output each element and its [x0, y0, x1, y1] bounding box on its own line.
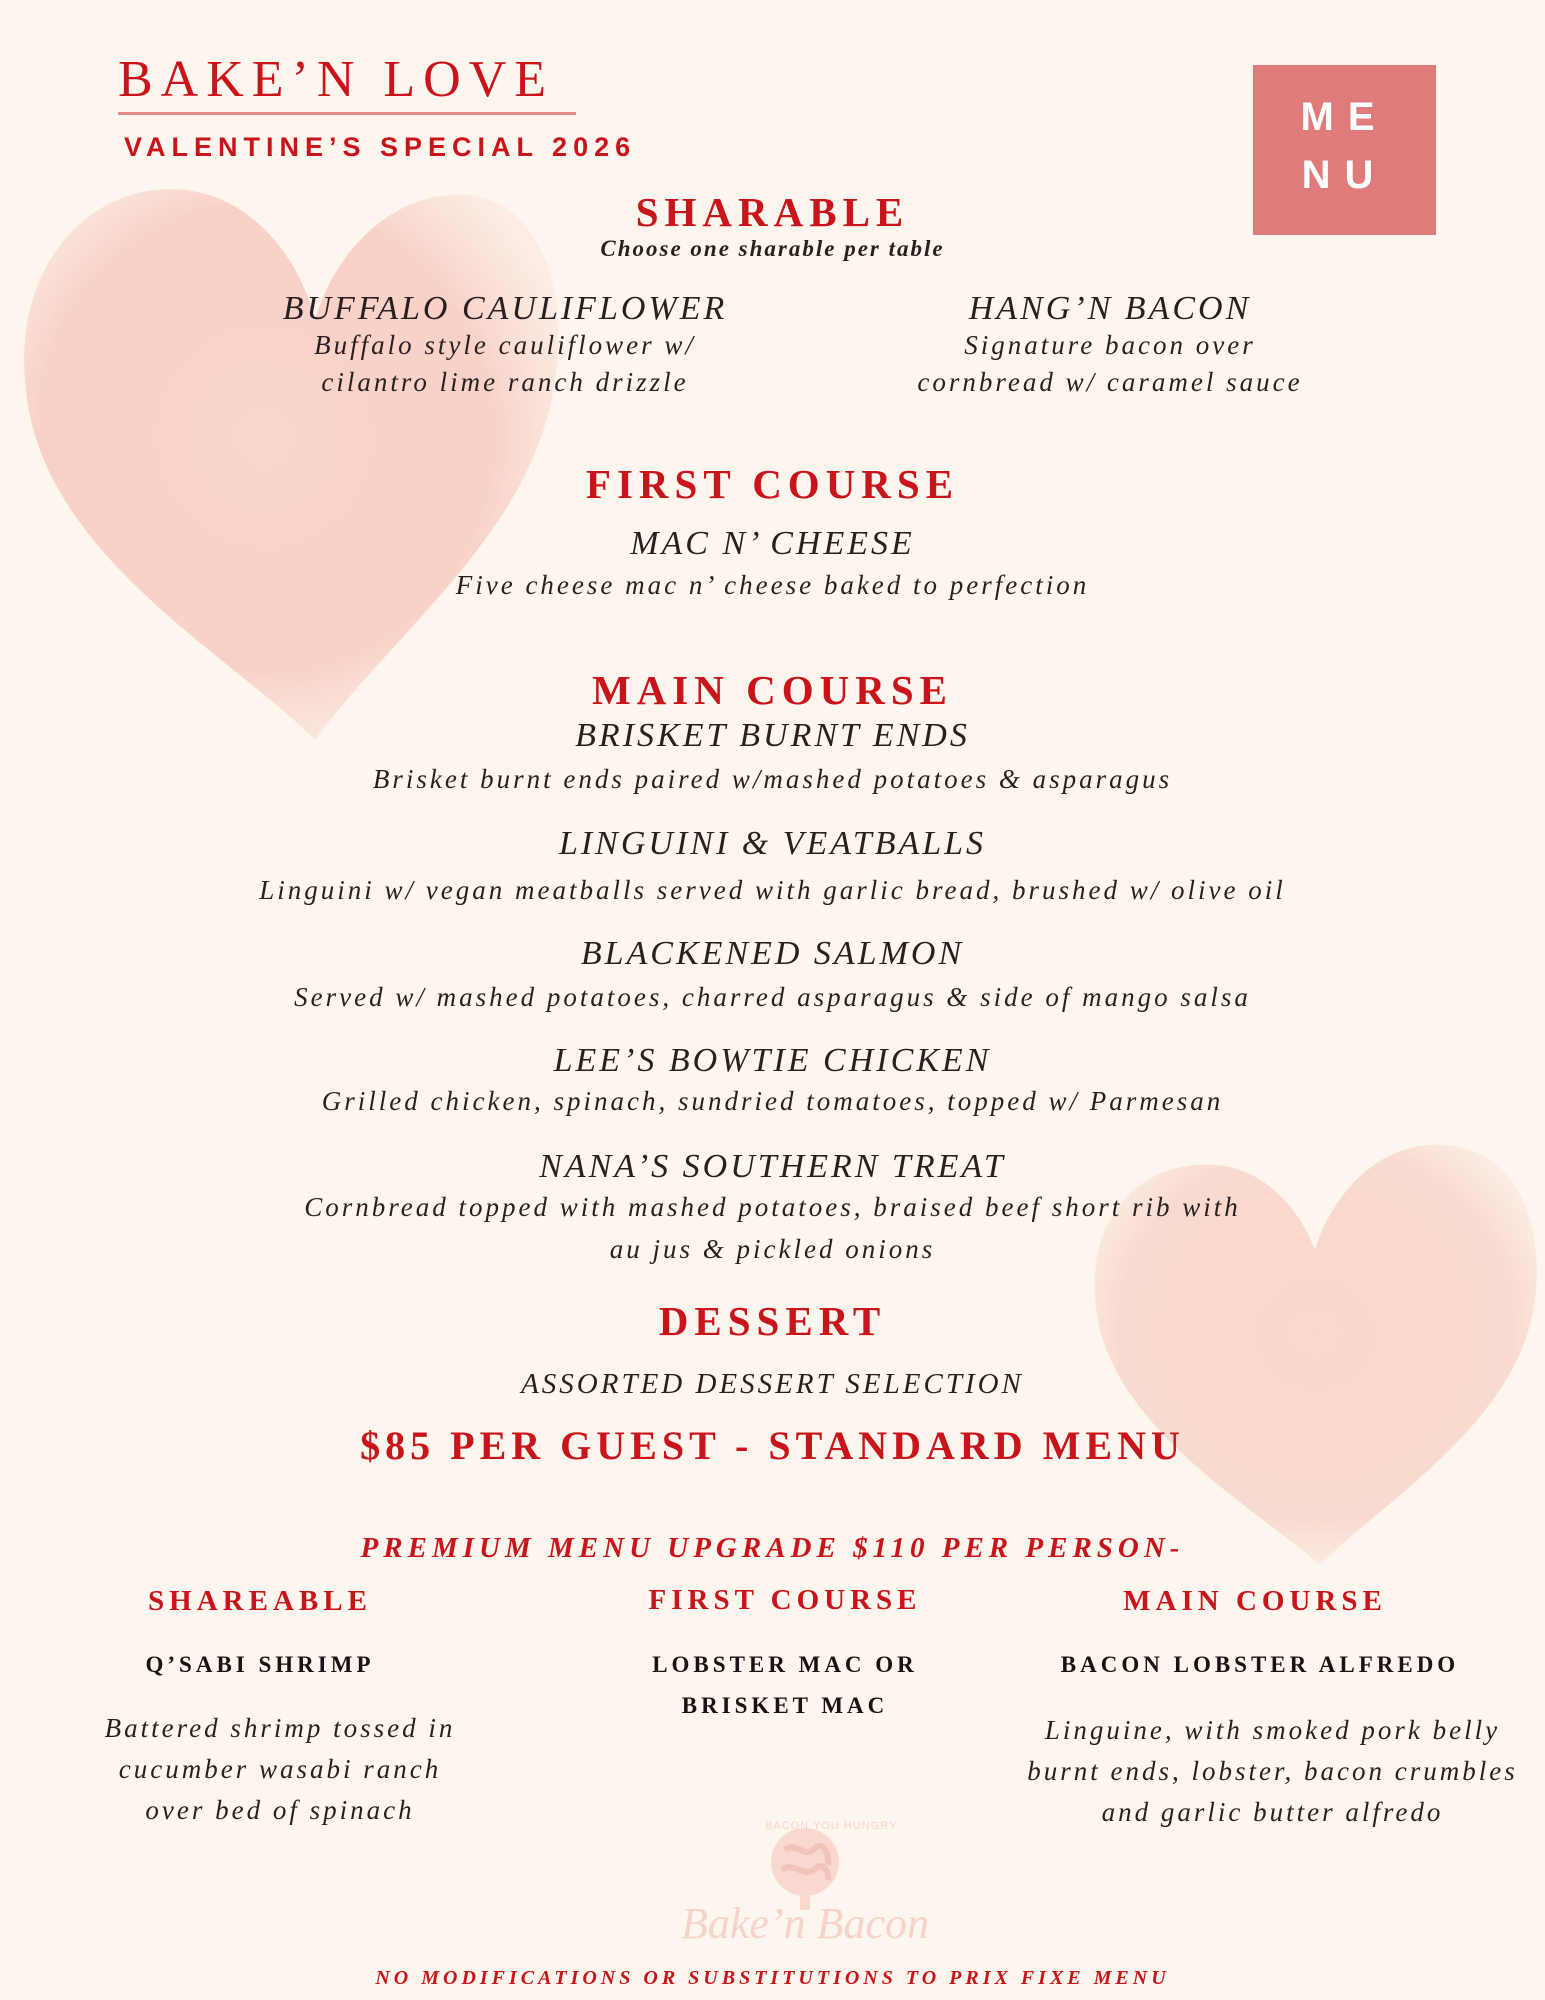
- sharable-note: Choose one sharable per table: [600, 236, 945, 261]
- dish-name: BRISKET BURNT ENDS: [575, 717, 970, 754]
- menu-badge-line-1: ME: [1300, 95, 1389, 139]
- dish-name: LEE’S BOWTIE CHICKEN: [553, 1042, 992, 1079]
- dish-description-line: Grilled chicken, spinach, sundried tomatoes, topped w/ Parmesan: [321, 1086, 1224, 1116]
- dish-description-line: Cornbread topped with mashed potatoes, braised beef short rib with: [304, 1192, 1241, 1222]
- dish-description-line: Linguini w/ vegan meatballs served with garlic bread, brushed w/ olive oil: [259, 875, 1286, 905]
- premium-column-heading: FIRST COURSE: [648, 1584, 922, 1616]
- dish-name: BUFFALO CAULIFLOWER: [282, 290, 728, 327]
- description-line: Battered shrimp tossed in: [104, 1713, 456, 1743]
- dish-name: MAC N’ CHEESE: [630, 525, 915, 562]
- main-course-heading: MAIN COURSE: [592, 667, 953, 713]
- sharable-item: [860, 290, 1360, 398]
- dish-description-line: Brisket burnt ends paired w/mashed potatoes & asparagus: [372, 764, 1173, 794]
- dish-description-line: Five cheese mac n’ cheese baked to perfection: [455, 570, 1090, 600]
- logo-wordmark: Bake’n Bacon: [681, 1899, 929, 1948]
- dish-name: ASSORTED DESSERT SELECTION: [521, 1368, 1024, 1400]
- brand-title: BAKE’N LOVE: [118, 51, 555, 108]
- premium-dish-name: Q’SABI SHRIMP: [145, 1652, 375, 1677]
- dish-description-line: Buffalo style cauliflower w/: [314, 330, 696, 360]
- sharable-heading: SHARABLE: [635, 189, 910, 235]
- premium-column-heading: SHAREABLE: [148, 1585, 372, 1617]
- premium-heading: PREMIUM MENU UPGRADE $110 PER PERSON-: [360, 1532, 1185, 1564]
- logo-tagline: BACON YOU HUNGRY: [765, 1820, 898, 1832]
- dish-name: LINGUINI & VEATBALLS: [558, 825, 987, 862]
- premium-dish-name: BRISKET MAC: [681, 1693, 889, 1718]
- bake-n-bacon-logo: [655, 1820, 955, 1960]
- premium-dish-name: BACON LOBSTER ALFREDO: [1060, 1652, 1460, 1677]
- dessert-heading: DESSERT: [658, 1298, 887, 1344]
- description-line: Linguine, with smoked pork belly: [1044, 1715, 1501, 1745]
- first-course-heading: FIRST COURSE: [585, 461, 960, 507]
- description-line: over bed of spinach: [145, 1795, 415, 1825]
- menu-badge-line-2: NU: [1301, 153, 1388, 197]
- sharable-item: [205, 290, 805, 398]
- premium-dish-name: LOBSTER MAC OR: [652, 1652, 918, 1677]
- premium-column-heading: MAIN COURSE: [1123, 1585, 1387, 1617]
- description-line: cucumber wasabi ranch: [118, 1754, 442, 1784]
- description-line: and garlic butter alfredo: [1101, 1797, 1444, 1827]
- dish-description-line: Served w/ mashed potatoes, charred asparagus & side of mango salsa: [294, 982, 1251, 1012]
- dish-description-line: au jus & pickled onions: [609, 1234, 936, 1264]
- dish-name: BLACKENED SALMON: [580, 935, 965, 972]
- premium-dish-description: [1005, 1710, 1540, 1833]
- premium-dish-description: [60, 1708, 500, 1831]
- dish-name: NANA’S SOUTHERN TREAT: [539, 1148, 1006, 1185]
- heart-decoration-right: [1085, 1120, 1545, 1570]
- dish-description-line: Signature bacon over: [964, 330, 1256, 360]
- dish-description-line: cilantro lime ranch drizzle: [321, 367, 689, 397]
- brand-underline: [118, 112, 576, 115]
- brand-subtitle: VALENTINE’S SPECIAL 2026: [124, 132, 637, 162]
- dish-name: HANG’N BACON: [968, 290, 1252, 327]
- bacon-logo-icon: [750, 1820, 860, 1910]
- description-line: burnt ends, lobster, bacon crumbles: [1027, 1756, 1518, 1786]
- standard-price: $85 PER GUEST - STANDARD MENU: [360, 1423, 1185, 1468]
- footer-note: NO MODIFICATIONS OR SUBSTITUTIONS TO PRIX FIXE MENU: [375, 1967, 1170, 1989]
- dish-description-line: cornbread w/ caramel sauce: [917, 367, 1303, 397]
